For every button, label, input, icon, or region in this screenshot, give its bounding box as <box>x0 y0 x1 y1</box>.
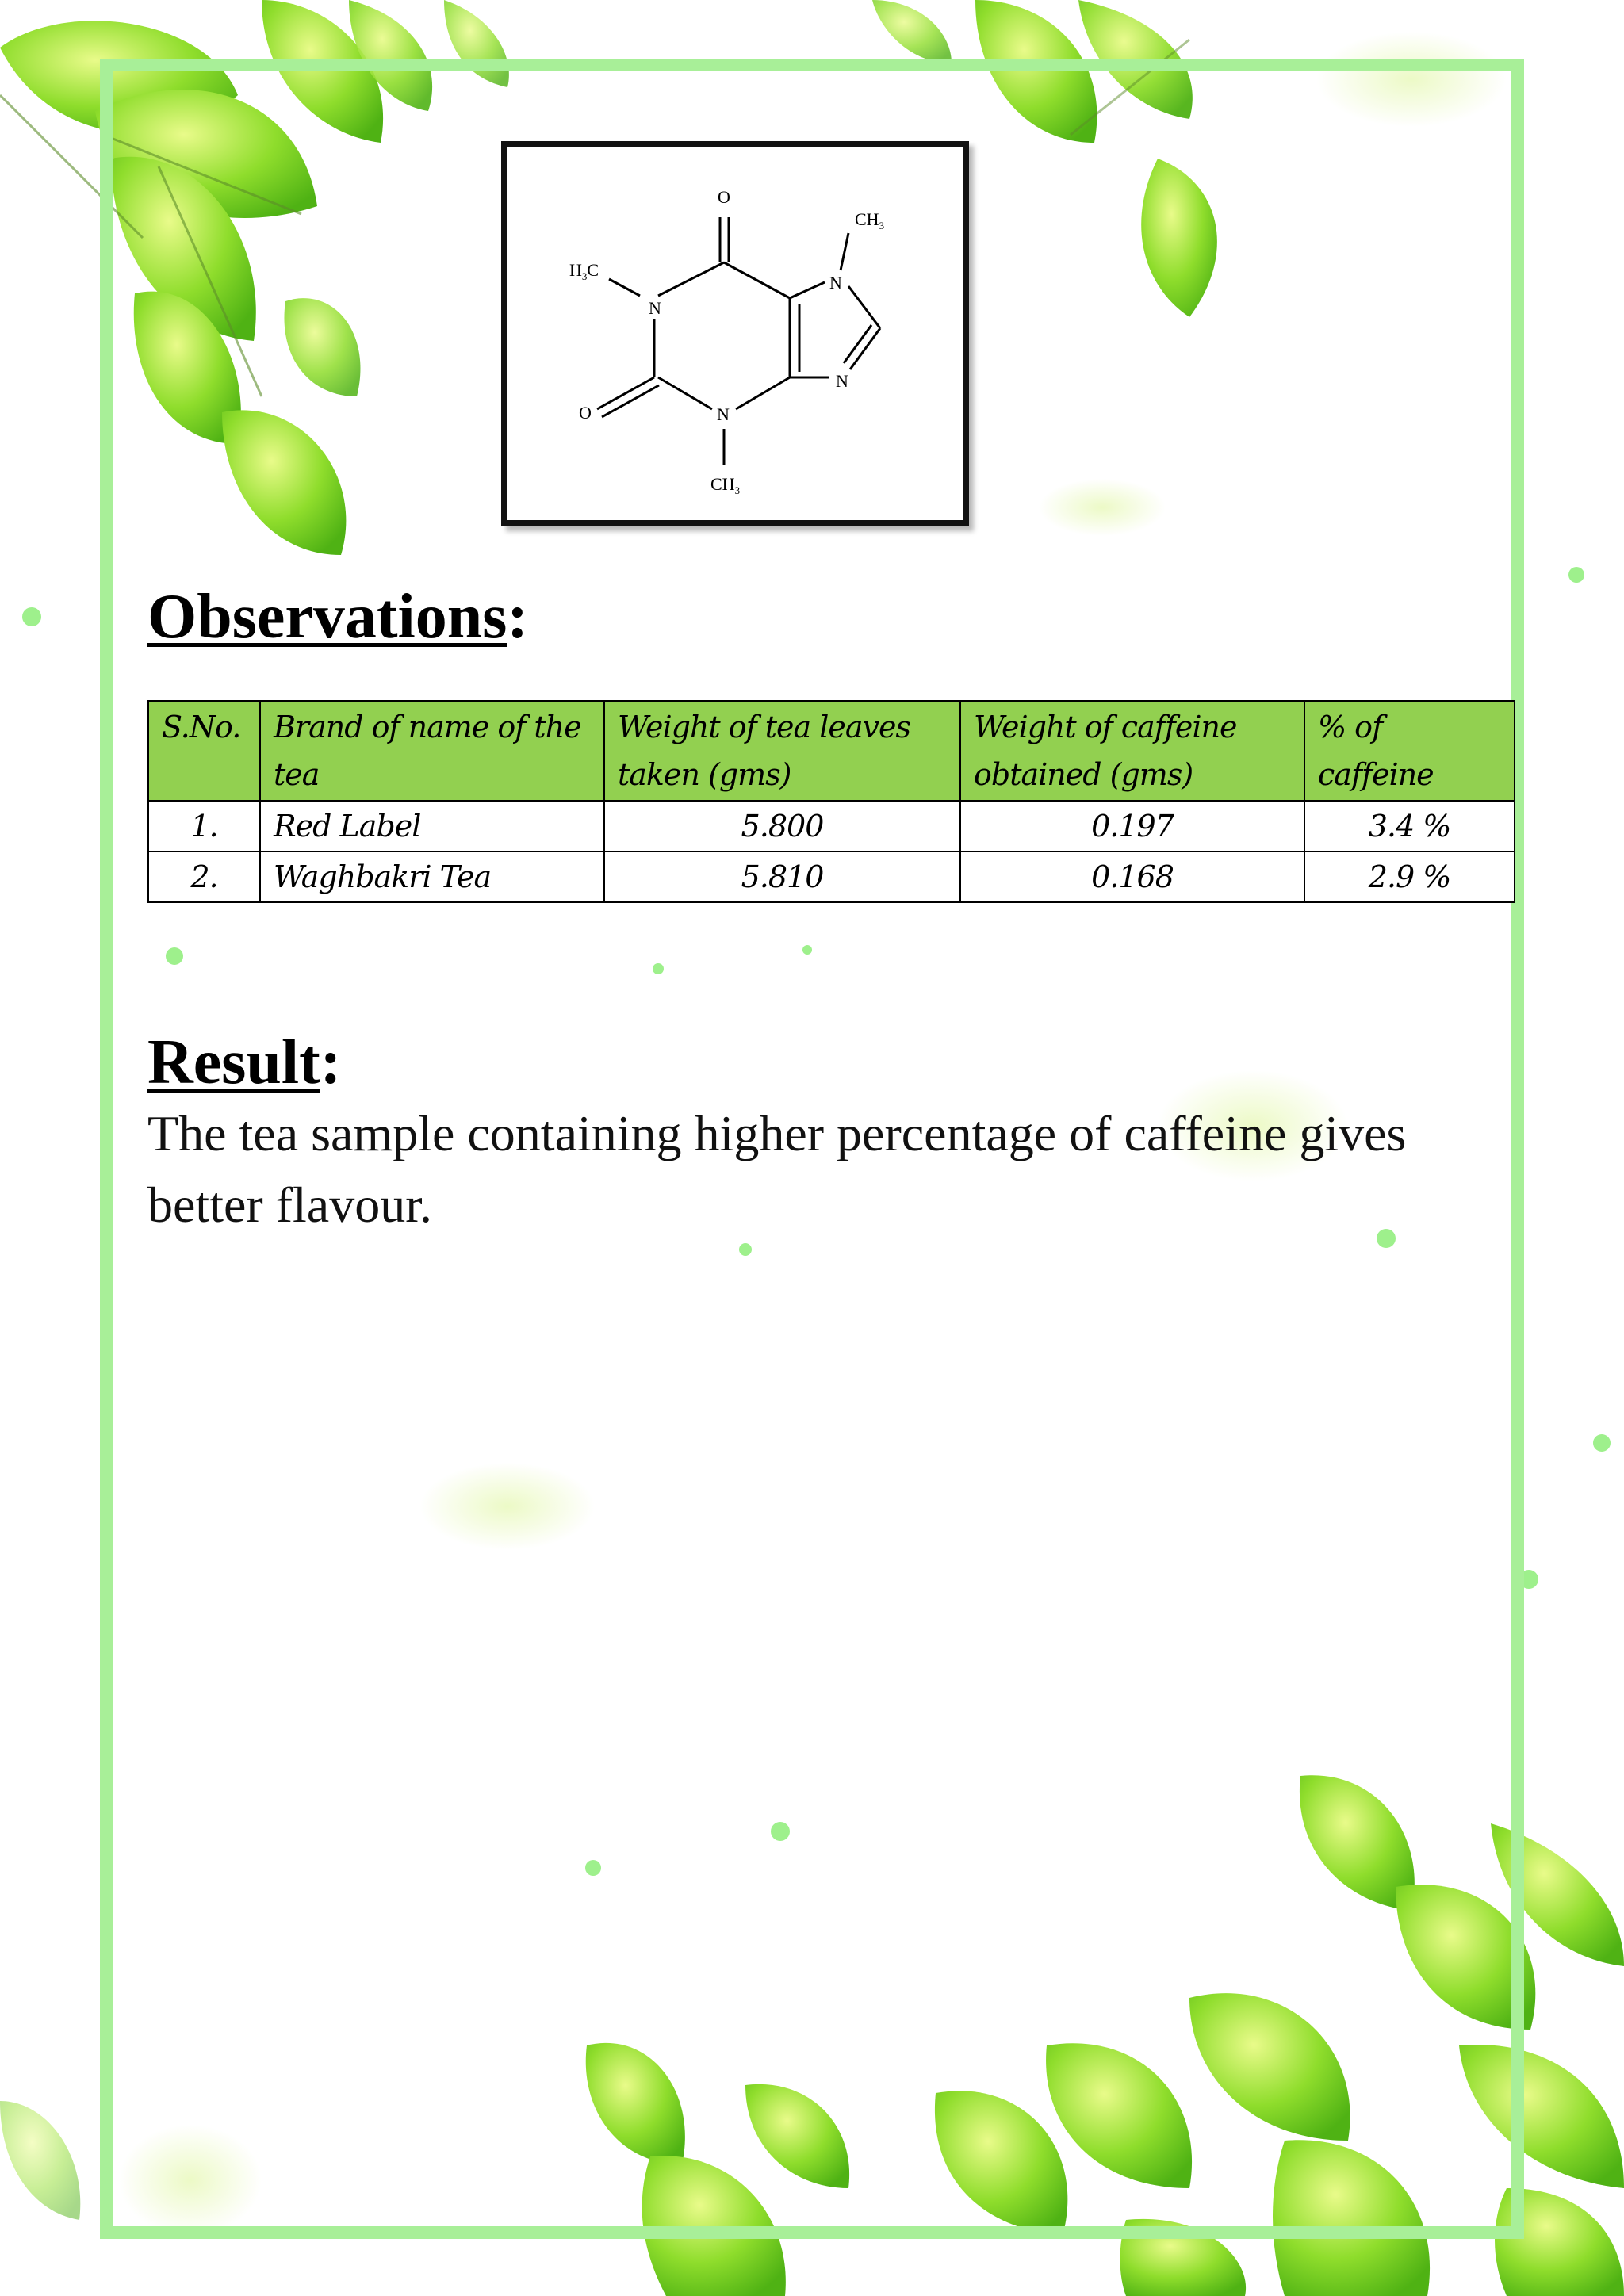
table-row <box>148 851 1515 902</box>
header-caffeine-weight: Weight of caffeine obtained (gms) <box>960 701 1304 801</box>
cell-tea-weight: 5.810 <box>604 851 960 902</box>
atom-methyl-bottom: $CH_3$ <box>710 474 741 496</box>
header-caffeine-percent: % of caffeine <box>1304 701 1515 801</box>
result-heading-text: Result <box>147 1027 320 1097</box>
header-tea-weight: Weight of tea leaves taken (gms) <box>604 701 960 801</box>
cell-tea-weight: 5.800 <box>604 801 960 851</box>
observations-heading-text: Observations <box>147 582 508 652</box>
cell-caffeine-weight: 0.197 <box>960 801 1304 851</box>
atom-n1: N <box>649 298 661 318</box>
cell-caffeine-percent: 2.9 % <box>1304 851 1515 902</box>
table-row <box>148 801 1515 851</box>
table-header-row <box>148 701 1515 801</box>
atom-n9: N <box>836 371 848 391</box>
atom-methyl-left: $H_3C$ <box>569 260 599 282</box>
structure-bonds <box>597 217 880 465</box>
cell-caffeine-weight: 0.168 <box>960 851 1304 902</box>
result-heading-colon: : <box>320 1027 342 1097</box>
atom-n3: N <box>717 404 730 424</box>
observations-heading <box>147 582 528 652</box>
observations-table <box>147 700 1515 903</box>
atom-n7: N <box>829 273 842 293</box>
observations-heading-colon: : <box>507 582 528 652</box>
atom-oxygen-left: O <box>579 403 592 423</box>
caffeine-structure-figure <box>501 141 969 526</box>
atom-methyl-top: $CH_3$ <box>855 209 885 232</box>
header-brand: Brand of name of the tea <box>260 701 604 801</box>
caffeine-structure-diagram <box>508 147 963 520</box>
cell-caffeine-percent: 3.4 % <box>1304 801 1515 851</box>
cell-brand: Waghbakri Tea <box>260 851 604 902</box>
cell-sno: 2. <box>148 851 260 902</box>
result-heading <box>147 1027 342 1097</box>
result-text: The tea sample containing higher percentage of caffeine gives better flavour. <box>147 1105 1407 1233</box>
atom-oxygen-top: O <box>718 187 730 207</box>
cell-sno: 1. <box>148 801 260 851</box>
header-sno: S.No. <box>148 701 260 801</box>
cell-brand: Red Label <box>260 801 604 851</box>
